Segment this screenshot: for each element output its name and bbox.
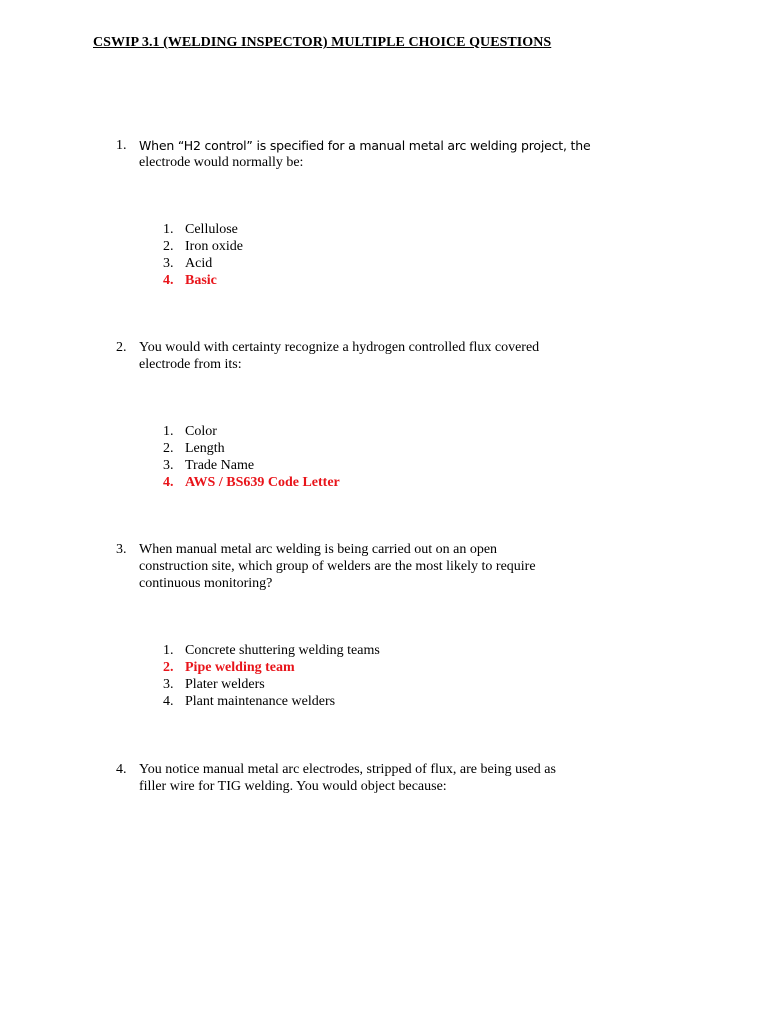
question-line: When manual metal arc welding is being carried out on an open	[139, 542, 498, 557]
question-line: filler wire for TIG welding. You would object because:	[139, 779, 447, 794]
option-number: 2.	[163, 239, 174, 254]
question-line: You would with certainty recognize a hydrogen controlled flux covered	[139, 340, 540, 355]
question-number: 3.	[116, 542, 127, 557]
question-number: 4.	[116, 762, 127, 777]
option-number: 3.	[163, 458, 174, 473]
option-text: AWS / BS639 Code Letter	[185, 475, 340, 490]
option-text: Plant maintenance welders	[185, 694, 336, 709]
question-line: electrode would normally be:	[139, 155, 304, 170]
question-4	[116, 761, 616, 795]
option-text: Pipe welding team	[185, 660, 295, 675]
option-number: 4.	[163, 475, 174, 490]
question-text	[139, 541, 616, 592]
option-text: Color	[185, 424, 217, 439]
option-text: Basic	[185, 273, 217, 288]
question-line: continuous monitoring?	[139, 576, 273, 591]
option-number: 2.	[163, 441, 174, 456]
question-number: 2.	[116, 340, 127, 355]
option-text: Cellulose	[185, 222, 238, 237]
option-text: Plater welders	[185, 677, 265, 692]
option-text: Iron oxide	[185, 239, 243, 254]
option-text: Length	[185, 441, 225, 456]
question-text	[139, 137, 616, 171]
option-text: Trade Name	[185, 458, 255, 473]
question-2	[116, 339, 616, 373]
question-text	[139, 761, 616, 795]
option-text: Concrete shuttering welding teams	[185, 643, 380, 658]
option-number: 3.	[163, 677, 174, 692]
question-text	[139, 339, 616, 373]
option-number: 1.	[163, 643, 174, 658]
option-number: 1.	[163, 424, 174, 439]
question-1	[116, 137, 616, 171]
option-number: 4.	[163, 273, 174, 288]
question-line: construction site, which group of welders are the most likely to require	[139, 559, 536, 574]
question-number: 1.	[116, 138, 127, 153]
question-line: You notice manual metal arc electrodes, stripped of flux, are being used as	[139, 762, 556, 777]
option-number: 3.	[163, 256, 174, 271]
question-line: electrode from its:	[139, 357, 242, 372]
question-line: When “H2 control” is specified for a manual metal arc welding project, the	[139, 138, 591, 153]
option-number: 1.	[163, 222, 174, 237]
option-text: Acid	[185, 256, 213, 271]
option-number: 2.	[163, 660, 174, 675]
option-number: 4.	[163, 694, 174, 709]
question-3	[116, 541, 616, 592]
page-title: CSWIP 3.1 (WELDING INSPECTOR) MULTIPLE CHOICE QUESTIONS	[93, 35, 552, 50]
